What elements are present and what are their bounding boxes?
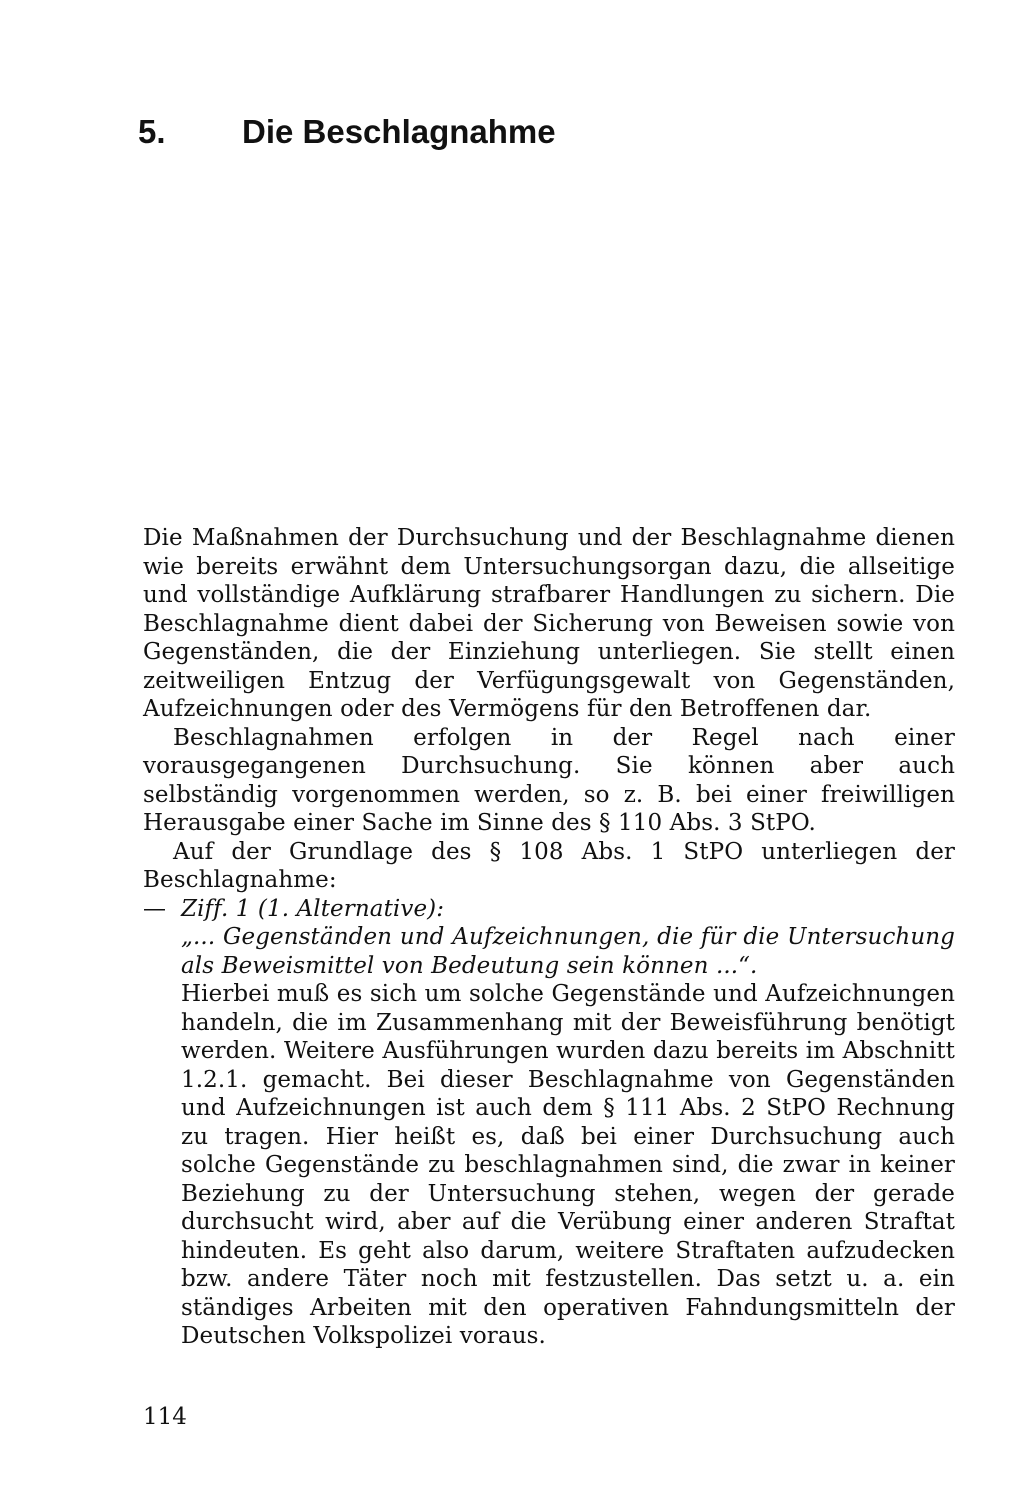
body-text bbox=[143, 524, 955, 1351]
list-item-quote: „... Gegenständen und Aufzeichnungen, die für die Untersuchung als Beweismittel von Bedeutung sein können ...“. bbox=[181, 924, 955, 979]
list-item-label: Ziff. 1 (1. Alternative): bbox=[181, 895, 445, 922]
section-title: Die Beschlagnahme bbox=[242, 113, 556, 151]
paragraph-legal-basis: Auf der Grundlage des § 108 Abs. 1 StPO unterliegen der Beschlagnahme: bbox=[143, 838, 955, 893]
page-number: 114 bbox=[143, 1404, 187, 1430]
paragraph-intro: Die Maßnahmen der Durchsuchung und der Beschlagnahme dienen wie bereits erwähnt dem Untersuchungsorgan dazu, die allseitige und vollständige Aufklärung strafbarer Handlungen zu sichern. Die Beschlagnahme dient dabei der Sicherung von Beweisen sowie von Gegenständen, die der Einziehung unterliegen. Sie stellt einen zeitweiligen Entzug der Verfügungsgewalt von Gegenständen, Aufzeichnungen oder des Vermögens für den Betroffenen dar. bbox=[143, 525, 955, 722]
list-item-ziff-1 bbox=[143, 895, 955, 1351]
section-number: 5. bbox=[138, 113, 166, 151]
list-item-explanation: Hierbei muß es sich um solche Gegenstände und Aufzeichnungen handeln, die im Zusammenhang mit der Beweisführung benötigt werden. Weitere Ausführungen wurden dazu bereits im Abschnitt 1.2.1. gemacht. Bei dieser Beschlagnahme von Gegenständen und Aufzeichnungen ist auch dem § 111 Abs. 2 StPO Rechnung zu tragen. Hier heißt es, daß bei einer Durchsuchung auch solche Gegenstände zu beschlagnahmen sind, die zwar in keiner Beziehung zu der Untersuchung stehen, wegen der gerade durchsucht wird, aber auf die Verübung einer anderen Straftat hindeuten. Es geht also darum, weitere Straftaten aufzudecken bzw. andere Täter noch mit festzustellen. Das setzt u. a. ein ständiges Arbeiten mit den operativen Fahndungsmitteln der Deutschen Volkspolizei voraus. bbox=[181, 981, 955, 1349]
paragraph-procedure: Beschlagnahmen erfolgen in der Regel nach einer vorausgegangenen Durchsuchung. Sie können aber auch selbständig vorgenommen werden, so z. B. bei einer freiwilligen Herausgabe einer Sache im Sinne des § 110 Abs. 3 StPO. bbox=[143, 724, 955, 836]
list-dash: — bbox=[143, 895, 167, 922]
section-heading bbox=[138, 112, 556, 152]
